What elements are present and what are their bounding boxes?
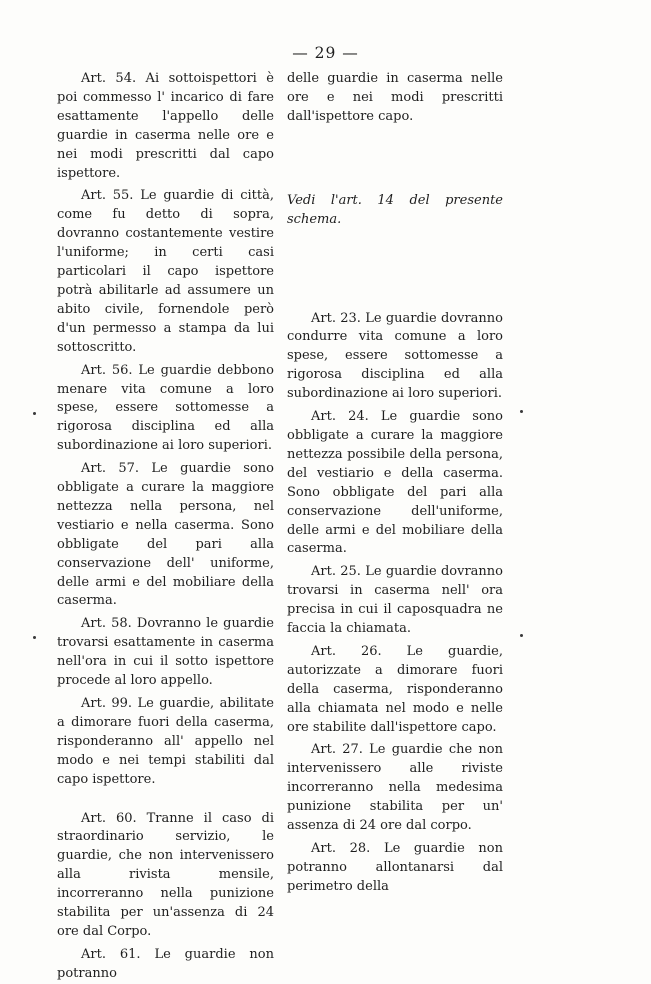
article-61: Art. 61. Le guardie non potranno <box>57 946 274 981</box>
article-54: Art. 54. Ai sottoispettori è poi commesso l' incarico di fare esattamente l'appello delle guardie in caserma nelle ore e nei modi prescritti dal capo ispettore. <box>57 71 274 181</box>
article-60: Art. 60. Tranne il caso di straordinario servizio, le guardie, che non intervenissero alla rivista mensile, incorreranno nella punizione stabilita per un'assenza di 24 ore dal Corpo. <box>57 810 274 939</box>
article-56: Art. 56. Le guardie debbono menare vita comune a loro spese, essere sottomesse a rigorosa disciplina ed alla subordinazione ai loro superiori. <box>57 362 274 454</box>
continuation-text: delle guardie in caserma nelle ore e nei modi prescritti dall'ispettore capo. <box>287 71 503 124</box>
article-55: Art. 55. Le guardie di città, come fu detto di sopra, dovranno costantemente vestire l'uniforme; in certi casi particolari il capo ispettore potrà abilitarle ad assumere un abito civile, fornendole però d'un permesso a stampa da lui sottoscritto. <box>57 188 274 355</box>
article-99: Art. 99. Le guardie, abilitate a dimorare fuori della caserma, risponderanno all' appello nel modo e nei tempi stabiliti dal capo ispettore. <box>57 696 274 787</box>
right-column <box>287 70 503 897</box>
article-28: Art. 28. Le guardie non potranno allontanarsi dal perimetro della <box>287 841 503 894</box>
article-25: Art. 25. Le guardie dovranno trovarsi in caserma nell' ora precisa in cui il caposquadra ne faccia la chiamata. <box>287 564 503 637</box>
article-24: Art. 24. Le guardie sono obbligate a curare la maggiore nettezza possibile della persona, del vestiario e della caserma. Sono obbligate del pari alla conservazione dell'uniforme, delle armi e del mobiliare della caserma. <box>287 409 503 557</box>
margin-speck <box>520 410 523 413</box>
article-26: Art. 26. Le guardie, autorizzate a dimorare fuori della caserma, risponderanno alla chiamata nel modo e nelle ore stabilite dall'ispettore capo. <box>287 643 503 735</box>
left-column <box>57 70 274 984</box>
article-27: Art. 27. Le guardie che non intervenissero alle riviste incorreranno nella medesima punizione stabilita per un' assenza di 24 ore dal corpo. <box>287 742 503 834</box>
article-23: Art. 23. Le guardie dovranno condurre vita comune a loro spese, essere sottomesse a rigorosa disciplina ed alla subordinazione ai loro superiori. <box>287 310 503 402</box>
article-58: Art. 58. Dovranno le guardie trovarsi esattamente in caserma nell'ora in cui il sotto ispettore procede al loro appello. <box>57 616 274 689</box>
margin-speck <box>33 412 36 415</box>
page-number: — 29 — <box>292 44 359 62</box>
cross-reference-note: Vedi l'art. 14 del presente schema. <box>287 192 503 227</box>
article-57: Art. 57. Le guardie sono obbligate a curare la maggiore nettezza nella persona, nel vestiario e nella caserma. Sono obbligate del pari alla conservazione dell' uniforme, delle armi e del mobiliare della caserma. <box>57 461 274 609</box>
margin-speck <box>33 636 36 639</box>
margin-speck <box>520 634 523 637</box>
